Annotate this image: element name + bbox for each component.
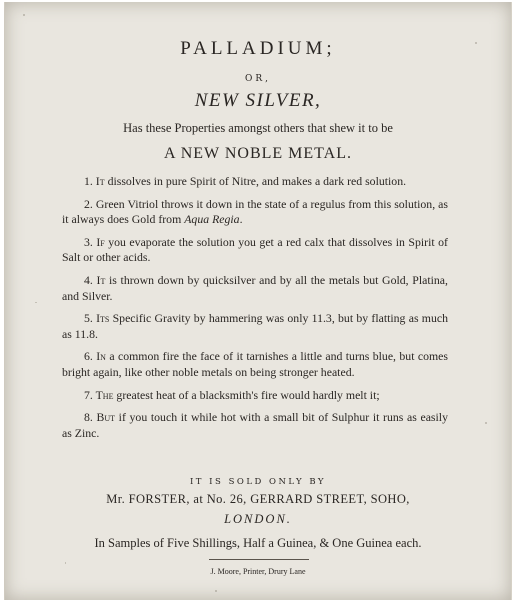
property-item xyxy=(62,174,448,190)
paper-speck xyxy=(215,590,217,592)
item-lead: 4. It xyxy=(84,272,106,287)
item-text: dissolves in pure Spirit of Nitre, and makes a dark red solution. xyxy=(104,174,407,188)
item-lead: 1. It xyxy=(84,174,105,188)
item-text: is thrown down by quicksilver and by all the metals but Gold, Platina, and Silver. xyxy=(62,272,448,303)
item-italic-text: Aqua Regia xyxy=(184,212,240,227)
item-text: a common fire the face of it tarnishes a little and turns blue, but comes bright again, like other noble metals on being stronger heated. xyxy=(62,349,448,379)
printer-imprint: J. Moore, Printer, Drury Lane xyxy=(210,567,306,576)
item-lead: 2. xyxy=(84,196,93,211)
handbill-page xyxy=(4,2,512,600)
property-item xyxy=(62,410,448,441)
item-text: Specific Gravity by hammering was only 11.3, but by flatting as much as 11.8. xyxy=(62,311,448,341)
paper-speck xyxy=(23,14,25,16)
or-connector: OR, xyxy=(244,74,271,84)
property-item xyxy=(62,235,448,266)
property-item xyxy=(62,273,448,304)
item-lead: 3. If xyxy=(84,234,105,249)
item-lead: 6. In xyxy=(84,349,106,364)
property-item xyxy=(62,388,448,404)
property-item xyxy=(62,311,448,342)
intro-line: Has these Properties amongst others that shew it to be xyxy=(123,121,393,135)
property-item xyxy=(62,197,448,228)
sample-prices: In Samples of Five Shillings, Half a Guinea, & One Guinea each. xyxy=(94,536,422,550)
item-lead: 7. The xyxy=(84,387,114,402)
item-text: you evaporate the solution you get a red calx that dissolves in Spirit of Salt or other acids. xyxy=(62,234,448,265)
paper-speck xyxy=(35,302,37,303)
item-tail: . xyxy=(239,212,243,227)
document-subtitle: NEW SILVER, xyxy=(194,90,322,111)
property-list xyxy=(62,174,448,448)
sold-by-line: IT IS SOLD ONLY BY xyxy=(189,477,327,487)
property-item xyxy=(62,349,448,380)
section-heading: A NEW NOBLE METAL. xyxy=(164,145,352,162)
document-title: PALLADIUM; xyxy=(180,38,336,59)
item-text: Green Vitriol throws it down in the state of a regulus from this solution, as it always does Gold from xyxy=(62,196,448,227)
item-lead: 8. But xyxy=(84,410,116,425)
paper-speck xyxy=(485,422,487,424)
divider-rule xyxy=(209,559,309,560)
seller-address: Mr. FORSTER, at No. 26, GERRARD STREET, SOHO, xyxy=(106,492,410,506)
item-lead: 5. Its xyxy=(84,311,110,326)
item-text: greatest heat of a blacksmith's fire would hardly melt it; xyxy=(113,387,380,402)
seller-city: LONDON. xyxy=(224,512,292,526)
item-text: if you touch it while hot with a small bit of Sulphur it runs as easily as Zinc. xyxy=(62,410,448,440)
paper-speck xyxy=(65,562,66,564)
